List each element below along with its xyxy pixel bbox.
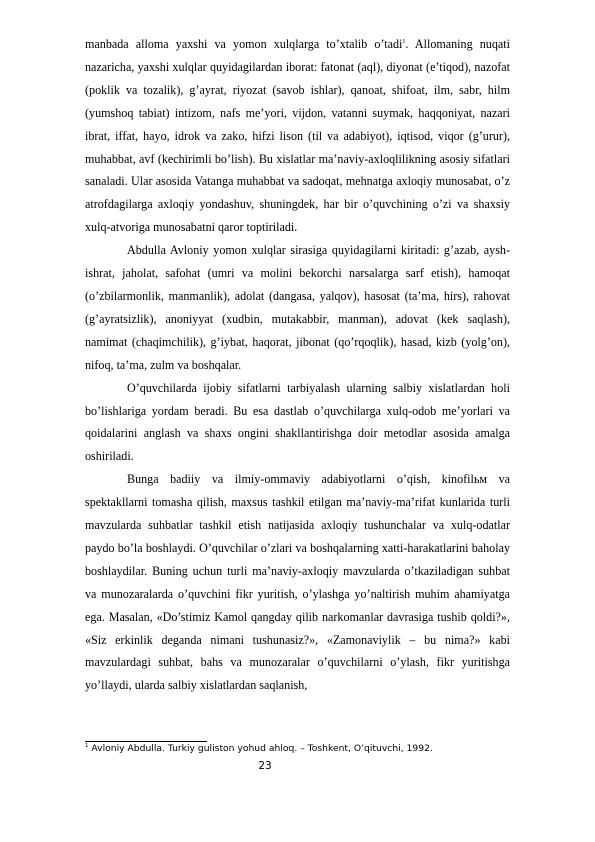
- footnote: [85, 743, 525, 755]
- paragraph-text-continued: . Allomaning nuqati nazaricha, yaxshi xulqlar quyidagilardan iborat: fatonat (aql), diyonat (e’tiqod), nazofat (poklik va tozalik), g’ayrat, riyozat (savob ishlar), qanoat, shifoat, ilm, sabr, hilm (yumshoq tabiat) intizom, nafs me’yori, vijdon, vatanni suymak, haqqoniyat, nazari ibrat, iffat, hayo, idrok va zako, hifzi lison (til va adabiyot), iqtisod, viqor (g’urur), muhabbat, avf (kechirimli bo’lish). Bu xislatlar ma’naviy-axloqlilikning asosiy sifatlari sanaladi. Ular asosida Vatanga muhabbat va sadoqat, mehnatga axloqiy munosabat, o’z atrofdagilarga axloqiy yondashuv, shuningdek, har bir o’quvchining o’zi va shaxsiy xulq-atvoriga munosabatni qaror toptiriladi.: [85, 37, 510, 235]
- footnote-divider: [85, 741, 207, 742]
- page-number: 23: [258, 760, 272, 772]
- body-text: [85, 33, 510, 697]
- paragraph-text: manbada alloma yaxshi va yomon xulqlarga to’xtalib o’tadi: [85, 37, 403, 51]
- paragraph-2: Abdulla Avloniy yomon xulqlar sirasiga quyidagilarni kiritadi: g’azab, aysh-ishrat, jaholat, safohat (umri va molini bekorchi narsalarga sarf etish), hamoqat (o’zbilarmonlik, manmanlik), adolat (dangasa, yalqov), hasosat (ta’ma, hirs), rahovat (g’ayratsizlik), anoniyyat (xudbin, mutakabbir, manman), adovat (kek saqlash), namimat (chaqimchilik), g’iybat, haqorat, jibonat (qo’rqoqlik), hasad, kizb (yolg’on), nifoq, ta’ma, zulm va boshqalar.: [85, 243, 510, 372]
- footnote-marker: 1: [85, 742, 89, 749]
- paragraph-4: Bunga badiiy va ilmiy-ommaviy adabiyotlarni o’qish, kinofilьм va spektakllarni tomasha qilish, maxsus tashkil etilgan ma’naviy-ma’rifat kunlarida turli mavzularda suhbatlar tashkil etish natijasida axloqiy tushunchalar va xulq-odatlar paydo bo’la boshlaydi. O’quvchilar o’zlari va boshqalarning xatti-harakatlarini baholay boshlaydilar. Buning uchun turli ma’naviy-axloqiy mavzularda o’tkaziladigan suhbat va munozaralarda o’quvchini fikr yuritish, o’ylashga yo’naltirish muhim ahamiyatga ega. Masalan, «Do’stimiz Kamol qangday qilib narkomanlar davrasiga tushib qoldi?», «Siz erkinlik deganda nimani tushunasiz?», «Zamonaviylik – bu nima?» kabi mavzulardagi suhbat, bahs va munozaralar o’quvchilarni o’ylash, fikr yuritishga yo’llaydi, ularda salbiy xislatlardan saqlanish,: [85, 472, 510, 693]
- paragraph-1: [85, 33, 510, 239]
- footnote-text: Avloniy Abdulla. Turkiy guliston yohud ahloq. – Toshkent, O’qituvchi, 1992.: [88, 743, 433, 754]
- paragraph-3: O’quvchilarda ijobiy sifatlarni tarbiyalash ularning salbiy xislatlardan holi bo’lishlariga yordam beradi. Bu esa dastlab o’quvchilarga xulq-odob me’yorlari va qoidalarini anglash va shaxs ongini shakllantirishga doir metodlar asosida amalga oshiriladi.: [85, 380, 510, 464]
- footnote-reference[interactable]: 1: [402, 38, 406, 45]
